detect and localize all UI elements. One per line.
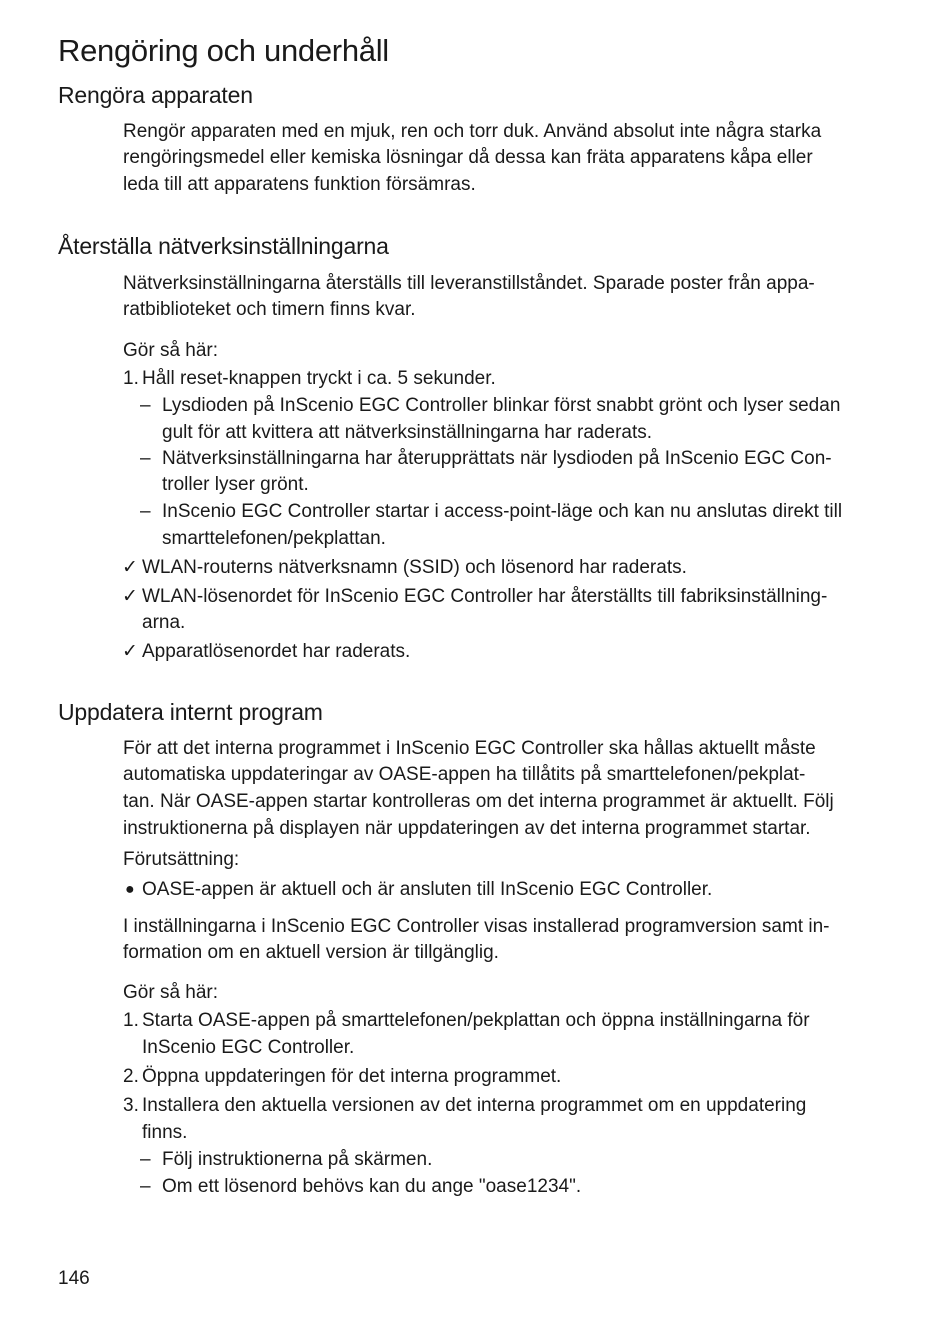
paragraph-line: leda till att apparatens funktion försämras. [123, 174, 476, 195]
dash-item-line: troller lyser grönt. [162, 474, 309, 495]
paragraph-line: Rengör apparaten med en mjuk, ren och torr duk. Använd absolut inte några starka [123, 121, 822, 142]
dash-item-line: Följ instruktionerna på skärmen. [162, 1149, 433, 1170]
dash-item-line: Lysdioden på InScenio EGC Controller blinkar först snabbt grönt och lyser sedan [162, 395, 841, 416]
paragraph-line: I inställningarna i InScenio EGC Controller visas installerad programversion samt in- [123, 916, 830, 937]
step-text: InScenio EGC Controller. [142, 1037, 355, 1058]
paragraph-line: automatiska uppdateringar av OASE-appen ha tillåtits på smarttelefonen/pekplat- [123, 764, 806, 785]
result-text: WLAN-routerns nätverksnamn (SSID) och lösenord har raderats. [142, 557, 687, 578]
step-text: Öppna uppdateringen för det interna programmet. [142, 1066, 562, 1087]
step-number: 1. [123, 368, 139, 389]
prerequisite-label: Förutsättning: [123, 849, 240, 870]
result-text: arna. [142, 612, 186, 633]
check-icon: ✓ [122, 586, 138, 607]
result-text: WLAN-lösenordet för InScenio EGC Controller har återställts till fabriksinställning- [142, 586, 828, 607]
dash-marker: – [140, 501, 151, 522]
paragraph-line: rengöringsmedel eller kemiska lösningar då dessa kan fräta apparatens kåpa eller [123, 147, 813, 168]
step-number: 3. [123, 1095, 139, 1116]
dash-marker: – [140, 1176, 151, 1197]
paragraph-line: formation om en aktuell version är tillgänglig. [123, 942, 499, 963]
howto-label: Gör så här: [123, 982, 219, 1003]
section-heading-clean-device: Rengöra apparaten [58, 82, 253, 108]
check-icon: ✓ [122, 641, 138, 662]
paragraph-line: Nätverksinställningarna återställs till leveranstillståndet. Sparade poster från appa- [123, 273, 815, 294]
result-text: Apparatlösenordet har raderats. [142, 641, 411, 662]
step-text: Installera den aktuella versionen av det interna programmet om en uppdatering [142, 1095, 807, 1116]
dash-item-line: smarttelefonen/pekplattan. [162, 528, 386, 549]
dash-item-line: InScenio EGC Controller startar i access-point-läge och kan nu anslutas direkt till [162, 501, 843, 522]
dash-marker: – [140, 395, 151, 416]
paragraph-line: instruktionerna på displayen när uppdateringen av det interna programmet startar. [123, 818, 811, 839]
page-number: 146 [58, 1268, 90, 1289]
page-title: Rengöring och underhåll [58, 33, 389, 68]
dash-marker: – [140, 448, 151, 469]
check-icon: ✓ [122, 557, 138, 578]
paragraph-line: ratbiblioteket och timern finns kvar. [123, 299, 416, 320]
howto-label: Gör så här: [123, 340, 219, 361]
bullet-icon: ● [125, 881, 135, 898]
step-number: 1. [123, 1010, 139, 1031]
step-text: Starta OASE-appen på smarttelefonen/pekplattan och öppna inställningarna för [142, 1010, 810, 1031]
dash-item-line: Om ett lösenord behövs kan du ange "oase1234". [162, 1176, 582, 1197]
step-text: Håll reset-knappen tryckt i ca. 5 sekunder. [142, 368, 496, 389]
dash-item-line: gult för att kvittera att nätverksinställningarna har raderats. [162, 422, 653, 443]
paragraph-line: tan. När OASE-appen startar kontrolleras om det interna programmet är aktuellt. Följ [123, 791, 834, 812]
prerequisite-item: OASE-appen är aktuell och är ansluten till InScenio EGC Controller. [142, 879, 713, 900]
step-text: finns. [142, 1122, 188, 1143]
paragraph-line: För att det interna programmet i InScenio EGC Controller ska hållas aktuellt måste [123, 738, 816, 759]
dash-marker: – [140, 1149, 151, 1170]
section-heading-update-firmware: Uppdatera internt program [58, 699, 323, 725]
section-heading-reset-network: Återställa nätverksinställningarna [58, 233, 389, 259]
dash-item-line: Nätverksinställningarna har återupprättats när lysdioden på InScenio EGC Con- [162, 448, 832, 469]
step-number: 2. [123, 1066, 139, 1087]
